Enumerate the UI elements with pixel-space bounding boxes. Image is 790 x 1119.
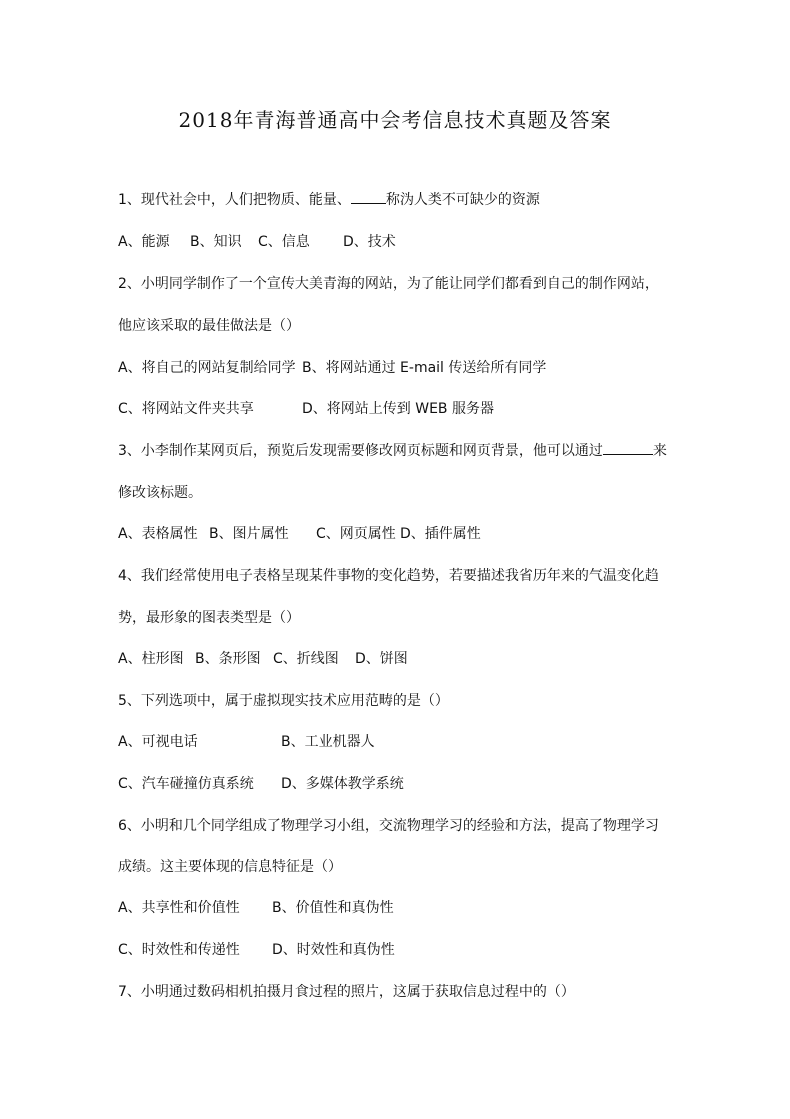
- question-4-option-d: D、饼图: [355, 651, 408, 667]
- question-3-option-c: C、网页属性: [316, 526, 396, 542]
- question-6-stem-line-2: 成绩。这主要体现的信息特征是（）: [118, 859, 342, 875]
- document-title: 2018年青海普通高中会考信息技术真题及答案: [178, 108, 612, 132]
- question-2-option-d: D、将网站上传到 WEB 服务器: [302, 401, 494, 417]
- question-2-option-b: B、将网站通过 E-mail 传送给所有同学: [302, 360, 547, 376]
- question-1-stem-part-1: 1、现代社会中，人们把物质、能量、: [118, 192, 351, 208]
- question-3-stem-part-1: 3、小李制作某网页后，预览后发现需要修改网页标题和网页背景，他可以通过: [118, 443, 603, 459]
- question-5-option-c: C、汽车碰撞仿真系统: [118, 776, 254, 792]
- question-6-option-c: C、时效性和传递性: [118, 942, 240, 958]
- question-2-option-c: C、将网站文件夹共享: [118, 401, 254, 417]
- question-5-option-d: D、多媒体教学系统: [281, 776, 404, 792]
- question-5-option-a: A、可视电话: [118, 734, 198, 750]
- question-6-option-d: D、时效性和真伪性: [272, 942, 395, 958]
- question-3-blank: [603, 442, 653, 455]
- question-5-option-b: B、工业机器人: [281, 734, 375, 750]
- question-4-option-a: A、柱形图: [118, 651, 184, 667]
- question-4-stem-line-2: 势，最形象的图表类型是（）: [118, 610, 300, 626]
- question-3-option-a: A、表格属性: [118, 526, 198, 542]
- question-1-option-a: A、能源: [118, 234, 170, 250]
- question-1-stem-part-2: 称沩人类不可缺少的资源: [385, 192, 540, 208]
- question-4-option-c: C、折线图: [273, 651, 339, 667]
- question-6-option-a: A、共享性和价值性: [118, 900, 240, 916]
- question-1-option-c: C、信息: [258, 234, 310, 250]
- question-5-stem: 5、下列选项中，属于虚拟现实技术应用范畴的是（）: [118, 693, 449, 709]
- question-3-stem-part-2: 来: [652, 443, 667, 459]
- question-3-option-d: D、插件属性: [400, 526, 481, 542]
- question-1-option-d: D、技术: [343, 234, 396, 250]
- question-6-stem-line-1: 6、小明和几个同学组成了物理学习小组，交流物理学习的经验和方法，提高了物理学习: [118, 818, 659, 834]
- question-3-option-b: B、图片属性: [209, 526, 289, 542]
- question-1-option-b: B、知识: [190, 234, 242, 250]
- question-7-stem: 7、小明通过数码相机拍摄月食过程的照片，这属于获取信息过程中的（）: [118, 984, 575, 1000]
- question-4-option-b: B、条形图: [195, 651, 261, 667]
- question-1-stem: [118, 191, 540, 209]
- question-2-option-a: A、将自己的网站复制给同学: [118, 360, 296, 376]
- question-3-stem-line-2: 修改该标题。: [118, 485, 202, 501]
- question-1-blank: [351, 191, 386, 204]
- question-2-stem-line-2: 他应该采取的最佳做法是（）: [118, 318, 300, 334]
- question-4-stem-line-1: 4、我们经常使用电子表格呈现某件事物的变化趋势，若要描述我省历年来的气温变化趋: [118, 568, 659, 584]
- question-2-stem-line-1: 2、小明同学制作了一个宣传大美青海的网站，为了能让同学们都看到自己的制作网站，: [118, 276, 659, 292]
- question-6-option-b: B、价值性和真伪性: [272, 900, 394, 916]
- question-3-stem-line-1: [118, 442, 667, 460]
